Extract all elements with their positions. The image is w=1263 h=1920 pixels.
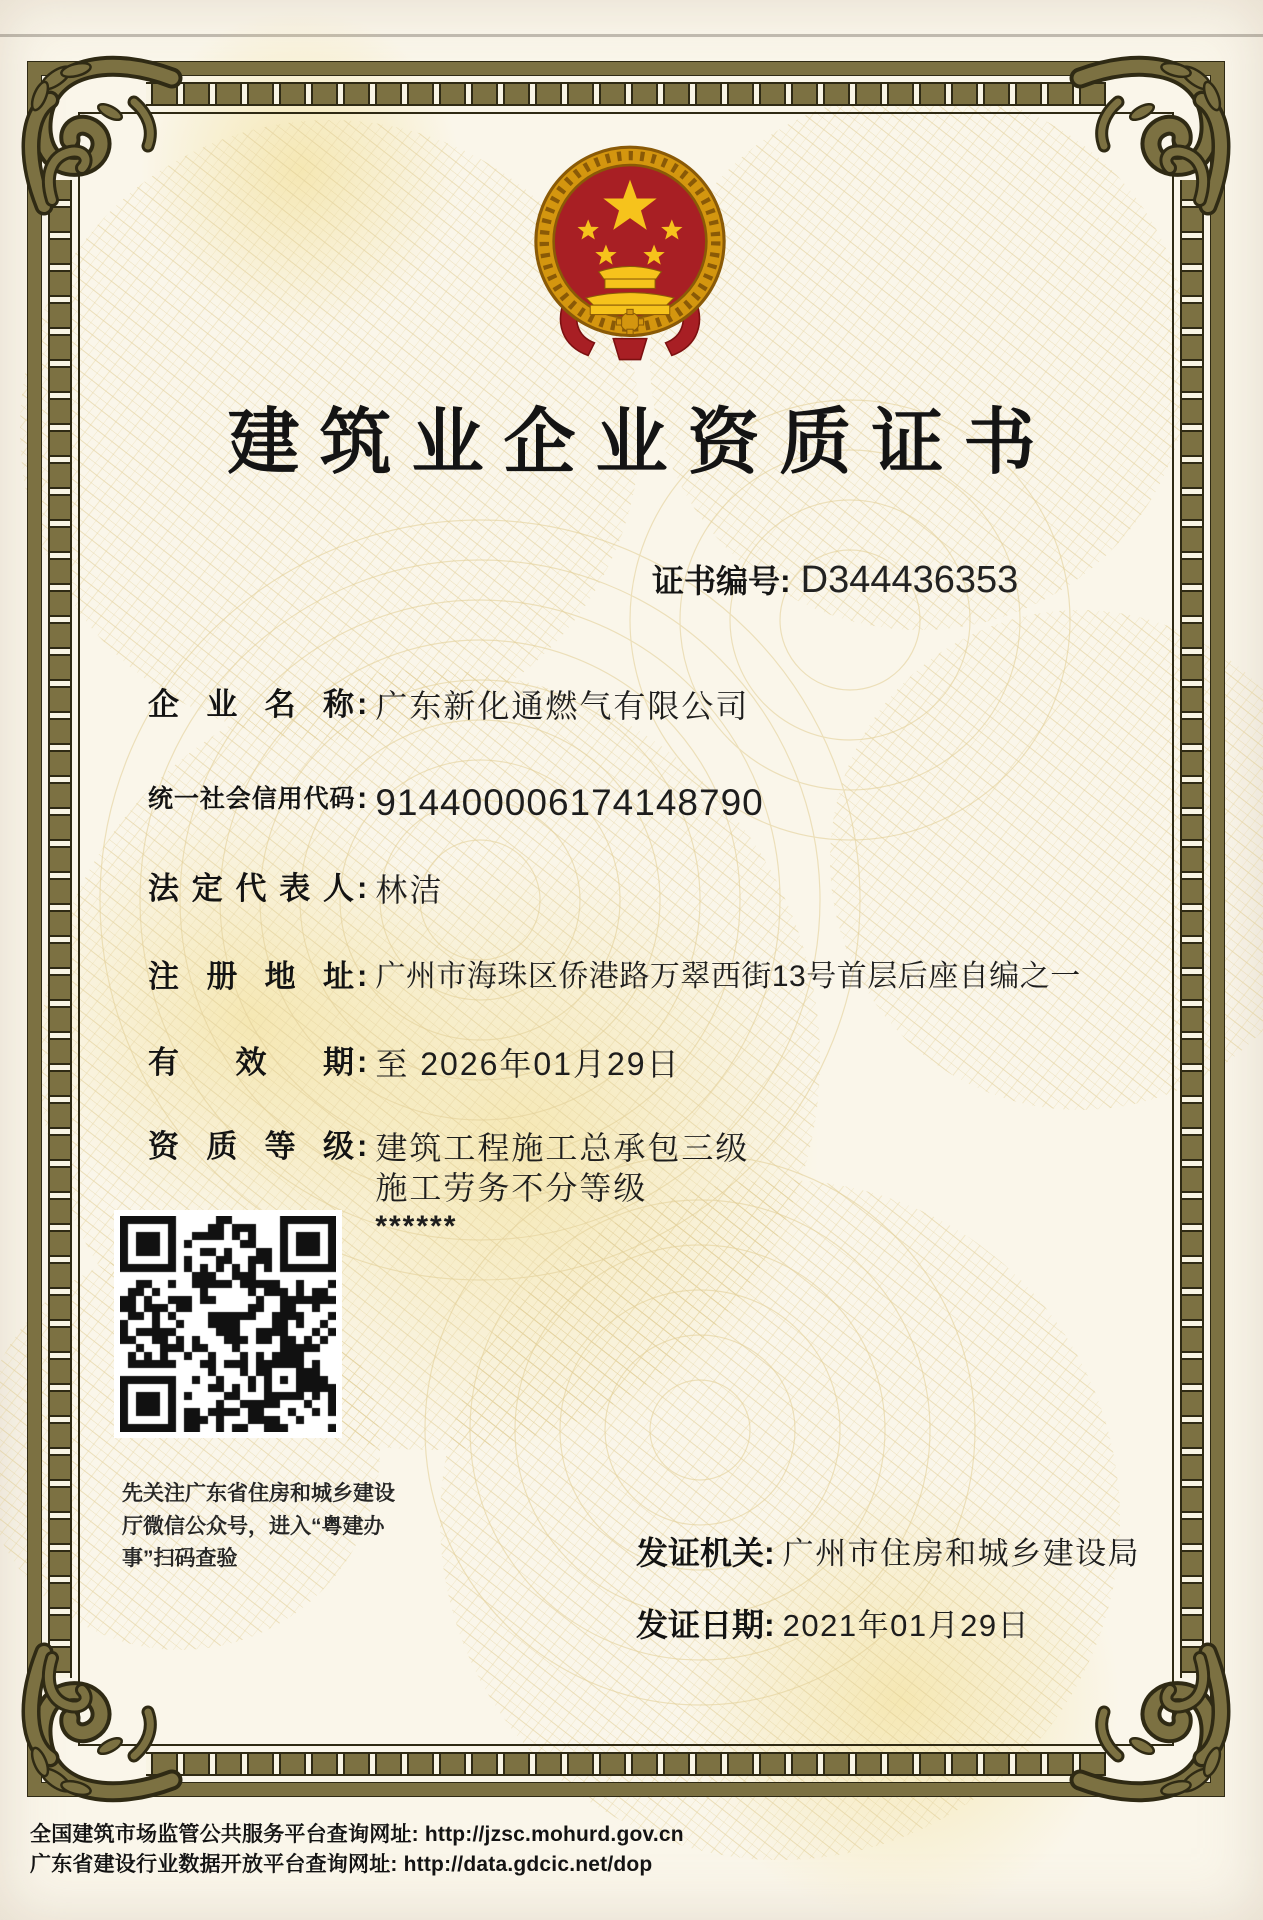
field-label: 注册地址 [148, 959, 354, 994]
field-label: 统一社会信用代码 [148, 785, 354, 813]
field-value: 914400006174148790 [375, 782, 764, 823]
field-colon: : [357, 1044, 368, 1079]
issuing-authority-value: 广州市住房和城乡建设局 [782, 1536, 1141, 1571]
field-label: 法定代表人 [148, 871, 354, 906]
field-row-company-name [148, 686, 749, 726]
field-colon: : [357, 870, 368, 905]
footer-label: 全国建筑市场监管公共服务平台查询网址: [30, 1823, 419, 1846]
certificate-number [652, 556, 1018, 602]
issue-date-label: 发证日期: [636, 1607, 775, 1643]
qualification-lines [375, 1128, 749, 1246]
field-colon: : [357, 686, 368, 721]
footer-query-urls [30, 1820, 684, 1881]
field-value: 至 2026年01月29日 [375, 1046, 681, 1082]
field-colon: : [357, 780, 368, 815]
footer-line-provincial [30, 1850, 684, 1880]
field-value: 林洁 [375, 872, 444, 908]
issuing-authority-label: 发证机关: [636, 1535, 775, 1571]
certificate-number-label: 证书编号: [652, 563, 791, 599]
footer-label: 广东省建设行业数据开放平台查询网址: [30, 1853, 398, 1877]
certificate-number-value: D344436353 [800, 559, 1019, 601]
certificate-title: 建筑业企业资质证书 [227, 403, 1056, 483]
issue-date-row [636, 1600, 1030, 1646]
field-row-legal-representative [148, 870, 443, 910]
field-colon: : [357, 958, 368, 993]
china-national-emblem-icon [524, 142, 736, 370]
field-label: 企业名称 [148, 687, 354, 722]
field-value: 广州市海珠区侨港路万翠西街13号首层后座自编之一 [375, 960, 1081, 993]
issue-date-value: 2021年01月29日 [782, 1608, 1031, 1643]
footer-url: http://jzsc.mohurd.gov.cn [424, 1823, 684, 1846]
footer-url: http://data.gdcic.net/dop [403, 1853, 653, 1877]
footer-line-national [30, 1820, 684, 1850]
field-label: 资质等级 [148, 1129, 354, 1164]
field-row-credit-code [148, 780, 764, 826]
field-value: 广东新化通燃气有限公司 [375, 688, 750, 724]
field-colon: : [357, 1128, 368, 1163]
field-row-valid-until [148, 1044, 681, 1084]
qualification-line: ****** [375, 1210, 458, 1243]
field-row-registered-address [148, 958, 1081, 996]
qualification-line: 施工劳务不分等级 [375, 1170, 648, 1206]
issuing-authority-row [636, 1528, 1140, 1574]
qr-code [120, 1216, 336, 1432]
qualification-line: 建筑工程施工总承包三级 [375, 1130, 750, 1166]
qr-caption: 先关注广东省住房和城乡建设厅微信公众号，进入“粤建办事”扫码查验 [122, 1482, 395, 1571]
field-label: 有效期 [148, 1045, 354, 1080]
